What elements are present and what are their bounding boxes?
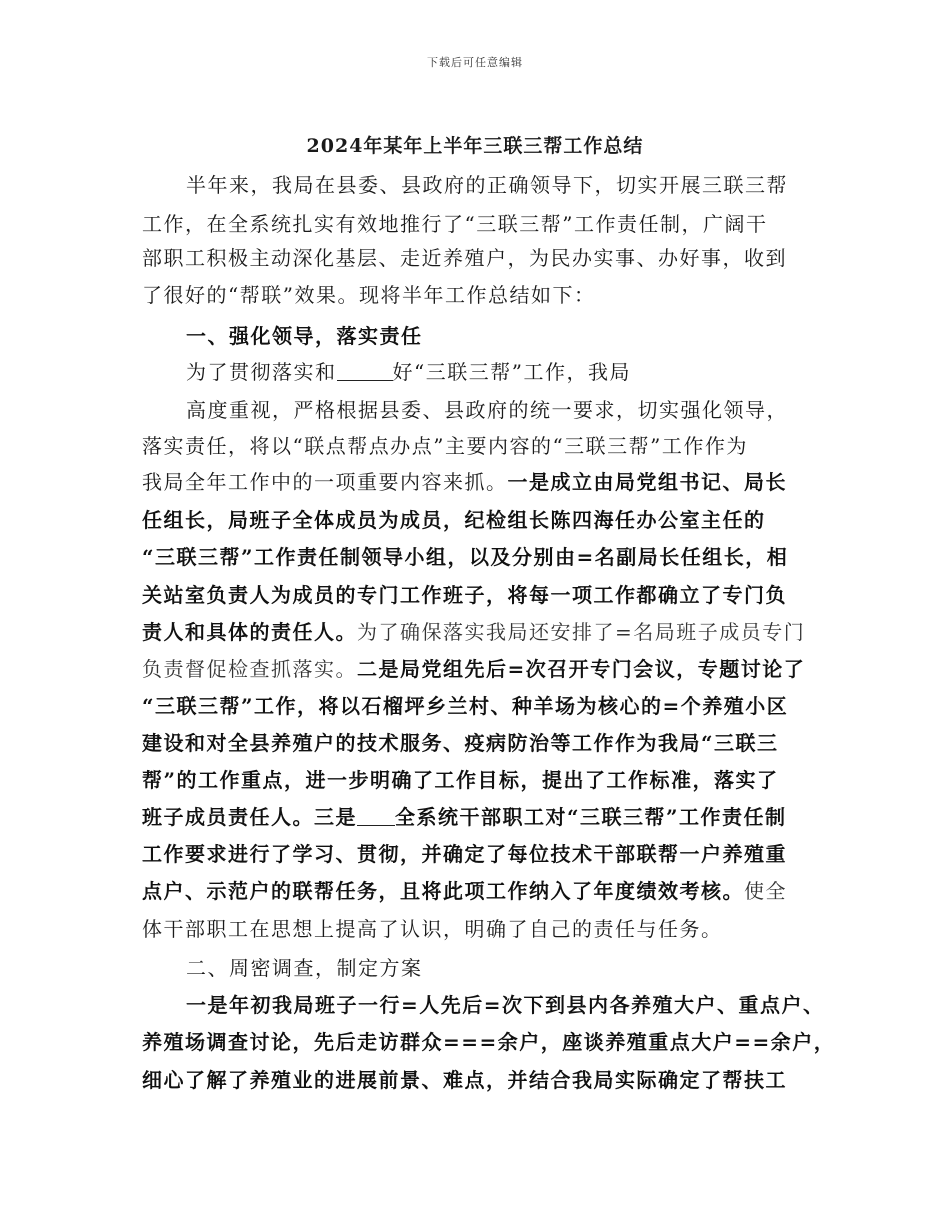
blank-underline-2 <box>357 805 395 826</box>
section1-line-9-bold: 二是局党组先后=次召开专门会议，专题讨论了 <box>357 657 806 681</box>
section1-line-8 <box>142 617 812 647</box>
section1-line-11: 建设和对全县养殖户的技术服务、疫病防治等工作作为我局“三联三 <box>142 731 779 755</box>
section1-line-10: “三联三帮”工作，将以石榴坪乡兰村、种羊场为核心的=个养殖小区 <box>142 694 789 718</box>
section1-line-13-c: 全系统干部职工对“三联三帮”工作责任制 <box>395 805 787 829</box>
section1-line-13 <box>142 802 812 832</box>
section1-line-9-normal: 负责督促检查抓落实。 <box>142 657 357 681</box>
intro-line-1: 半年来，我局在县委、县政府的正确领导下，切实开展三联三帮 <box>186 173 788 197</box>
section1-heading: 一、强化领导，落实责任 <box>186 324 423 348</box>
section1-line-13-b: 三是 <box>314 805 357 829</box>
section2-line-2: 养殖场调查讨论，先后走访群众===余户，座谈养殖重点大户==余户， <box>142 1030 836 1054</box>
blank-underline <box>337 360 393 381</box>
section1-line-16: 体干部职工在思想上提高了认识，明确了自己的责任与任务。 <box>142 917 723 941</box>
section2-line-1: 一是年初我局班子一行=人先后=次下到县内各养殖大户、重点户、 <box>186 993 825 1017</box>
section1-line-1 <box>186 357 816 387</box>
section1-line-2: 高度重视，严格根据县委、县政府的统一要求，切实强化领导， <box>186 398 788 422</box>
intro-line-3: 部职工积极主动深化基层、走近养殖户，为民办实事、办好事，收到 <box>142 246 787 270</box>
section1-line-4 <box>142 467 812 497</box>
section1-line-15 <box>142 876 812 906</box>
section1-line-13-a: 班子成员责任人。 <box>142 805 314 829</box>
intro-line-2: 工作，在全系统扎实有效地推行了“三联三帮”工作责任制，广阔干 <box>142 212 768 236</box>
section2-heading: 二、周密调查，制定方案 <box>186 956 423 980</box>
section1-line-12: 帮”的工作重点，进一步明确了工作目标，提出了工作标准，落实了 <box>142 768 779 792</box>
section1-line-4-normal: 我局全年工作中的一项重要内容来抓。 <box>142 470 508 494</box>
section1-line-15-bold: 点户、示范户的联帮任务，且将此项工作纳入了年度绩效考核。 <box>142 879 744 903</box>
section1-line-8-normal: 为了确保落实我局还安排了=名局班子成员专门 <box>357 620 806 644</box>
document-title: 2024年某年上半年三联三帮工作总结 <box>306 135 644 157</box>
section1-line-3: 落实责任，将以“联点帮点办点”主要内容的“三联三帮”工作作为 <box>142 434 748 458</box>
section1-line-4-bold: 一是成立由局党组书记、局长 <box>507 470 787 494</box>
section1-line-5: 任组长，局班子全体成员为成员，纪检组长陈四海任办公室主任的 <box>142 508 766 532</box>
section1-line-1-b: 好“三联三帮”工作，我局 <box>392 360 631 384</box>
header-watermark: 下载后可任意编辑 <box>427 56 523 69</box>
section1-line-1-a: 为了贯彻落实和 <box>186 360 337 384</box>
intro-line-4: 了很好的“帮联”效果。现将半年工作总结如下： <box>142 283 596 307</box>
section1-line-8-bold: 责人和具体的责任人。 <box>142 620 357 644</box>
section1-line-7: 关站室负责人为成员的专门工作班子，将每一项工作都确立了专门负 <box>142 583 787 607</box>
section1-line-15-normal: 使全 <box>744 879 787 903</box>
section1-line-9 <box>142 654 812 684</box>
section1-line-14: 工作要求进行了学习、贯彻，并确定了每位技术干部联帮一户养殖重 <box>142 842 787 866</box>
section2-line-3: 细心了解了养殖业的进展前景、难点，并结合我局实际确定了帮扶工 <box>142 1068 787 1092</box>
section1-line-6: “三联三帮”工作责任制领导小组，以及分别由=名副局长任组长，相 <box>142 545 789 569</box>
